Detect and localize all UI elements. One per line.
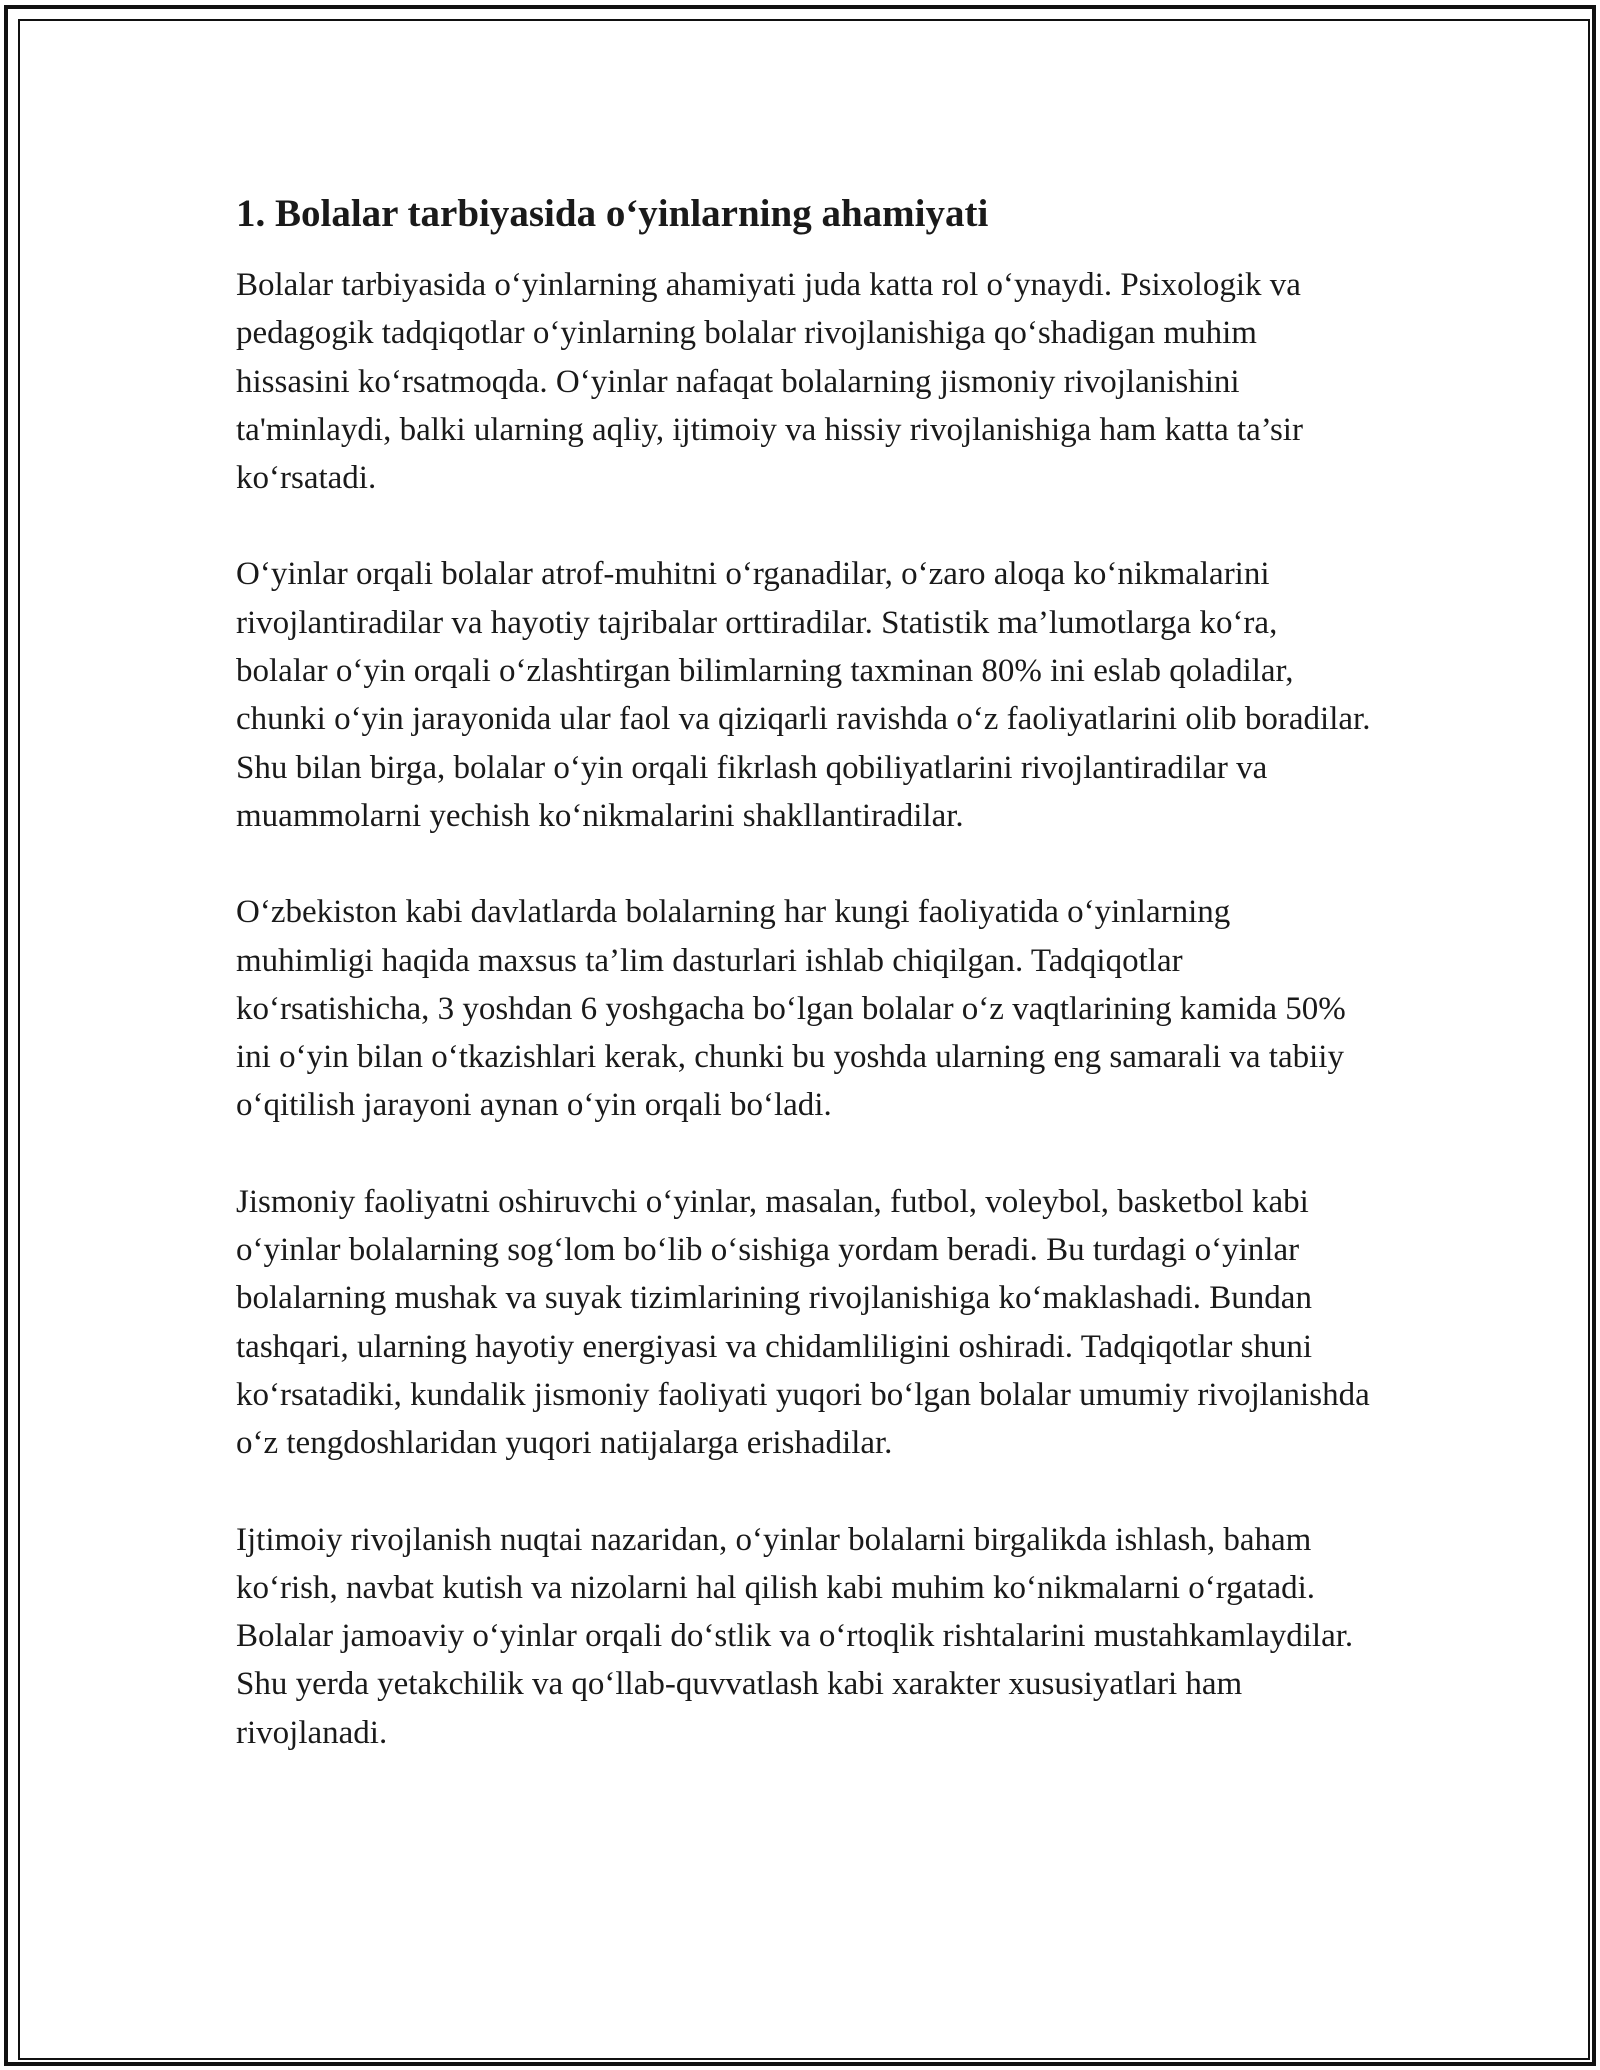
paragraph-5: Ijtimoiy rivojlanish nuqtai nazaridan, o‘yinlar bolalarni birgalikda ishlash, baham ko‘rish, navbat kutish va nizolarni hal qilish kabi muhim ko‘nikmalarni o‘rgatadi. Bolalar jamoaviy o‘yinlar orqali do‘stlik va o‘rtoqlik rishtalarini mustahkamlaydilar. Shu yerda yetakchilik va qo‘llab-quvvatlash kabi xarakter xususiyatlari ham rivojlanadi. (236, 1521, 1354, 1751)
section-heading: 1. Bolalar tarbiyasida o‘yinlarning ahamiyati (236, 192, 989, 235)
paragraph-2: O‘yinlar orqali bolalar atrof-muhitni o‘rganadilar, o‘zaro aloqa ko‘nikmalarini rivojlantiradilar va hayotiy tajribalar orttiradilar. Statistik ma’lumotlarga ko‘ra, bolalar o‘yin orqali o‘zlashtirgan bilimlarning taxminan 80% ini eslab qoladilar, chunki o‘yin jarayonida ular faol va qiziqarli ravishda o‘z faoliyatlarini olib boradilar. Shu bilan birga, bolalar o‘yin orqali fikrlash qobiliyatlarini rivojlantiradilar va muammolarni yechish ko‘nikmalarini shakllantiradilar. (236, 556, 1371, 834)
document-body (236, 185, 1376, 1805)
paragraph-4: Jismoniy faoliyatni oshiruvchi o‘yinlar, masalan, futbol, voleybol, basketbol kabi o‘yinlar bolalarning sog‘lom bo‘lib o‘sishiga yordam beradi. Bu turdagi o‘yinlar bolalarning mushak va suyak tizimlarining rivojlanishiga ko‘maklashadi. Bundan tashqari, ularning hayotiy energiyasi va chidamliligini oshiradi. Tadqiqotlar shuni ko‘rsatadiki, kundalik jismoniy faoliyati yuqori bo‘lgan bolalar umumiy rivojlanishda o‘z tengdoshlaridan yuqori natijalarga erishadilar. (236, 1183, 1370, 1462)
paragraph-3: O‘zbekiston kabi davlatlarda bolalarning har kungi faoliyatida o‘yinlarning muhimligi haqida maxsus ta’lim dasturlari ishlab chiqilgan. Tadqiqotlar ko‘rsatishicha, 3 yoshdan 6 yoshgacha bo‘lgan bolalar o‘z vaqtlarining kamida 50% ini o‘yin bilan o‘tkazishlari kerak, chunki bu yoshda ularning eng samarali va tabiiy o‘qitilish jarayoni aynan o‘yin orqali bo‘ladi. (236, 894, 1346, 1124)
paragraph-1: Bolalar tarbiyasida o‘yinlarning ahamiyati juda katta rol o‘ynaydi. Psixologik va pedagogik tadqiqotlar o‘yinlarning bolalar rivojlanishiga qo‘shadigan muhim hissasini ko‘rsatmoqda. O‘yinlar nafaqat bolalarning jismoniy rivojlanishini ta'minlaydi, balki ularning aqliy, ijtimoiy va hissiy rivojlanishiga ham katta ta’sir ko‘rsatadi. (236, 267, 1303, 497)
